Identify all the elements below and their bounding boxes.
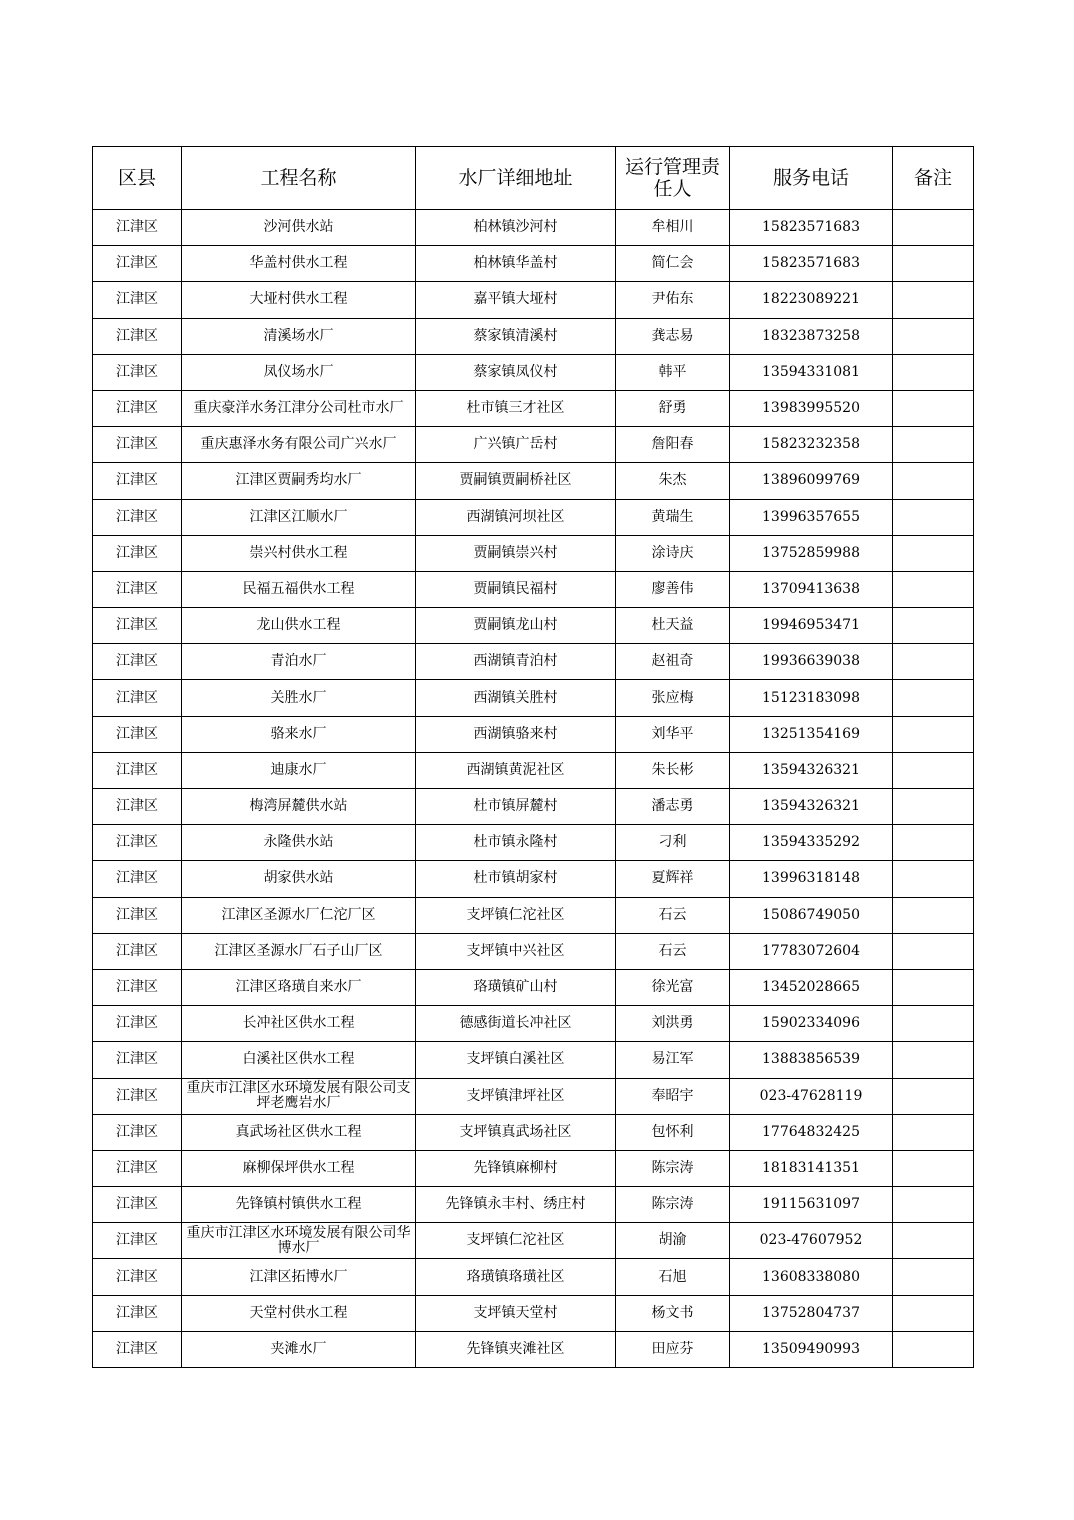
table-row — [93, 897, 974, 933]
cell-responsible-person: 舒勇 — [616, 390, 730, 426]
table-row — [93, 390, 974, 426]
cell-district: 江津区 — [93, 1150, 182, 1186]
cell-service-phone: 13752859988 — [730, 535, 893, 571]
cell-district: 江津区 — [93, 1006, 182, 1042]
table-row — [93, 499, 974, 535]
cell-district: 江津区 — [93, 390, 182, 426]
cell-plant-address: 先锋镇麻柳村 — [416, 1150, 616, 1186]
cell-plant-address: 西湖镇黄泥社区 — [416, 752, 616, 788]
cell-service-phone: 023-47628119 — [730, 1078, 893, 1114]
cell-remarks — [893, 246, 974, 282]
cell-plant-address: 支坪镇仁沱社区 — [416, 1223, 616, 1259]
cell-service-phone: 15823571683 — [730, 246, 893, 282]
header-service-phone: 服务电话 — [730, 147, 893, 210]
cell-responsible-person: 刁利 — [616, 825, 730, 861]
cell-plant-address: 先锋镇永丰村、绣庄村 — [416, 1187, 616, 1223]
cell-plant-address: 杜市镇胡家村 — [416, 861, 616, 897]
cell-district: 江津区 — [93, 463, 182, 499]
table-row — [93, 535, 974, 571]
table-row — [93, 1042, 974, 1078]
cell-plant-address: 柏林镇沙河村 — [416, 210, 616, 246]
cell-district: 江津区 — [93, 282, 182, 318]
cell-project-name: 骆来水厂 — [182, 716, 416, 752]
cell-responsible-person: 牟相川 — [616, 210, 730, 246]
cell-responsible-person: 石云 — [616, 897, 730, 933]
cell-project-name: 迪康水厂 — [182, 752, 416, 788]
cell-service-phone: 13594326321 — [730, 789, 893, 825]
cell-project-name: 江津区江顺水厂 — [182, 499, 416, 535]
table-row — [93, 210, 974, 246]
cell-project-name: 重庆惠泽水务有限公司广兴水厂 — [182, 427, 416, 463]
cell-project-name: 江津区圣源水厂仁沱厂区 — [182, 897, 416, 933]
cell-responsible-person: 刘洪勇 — [616, 1006, 730, 1042]
cell-project-name: 崇兴村供水工程 — [182, 535, 416, 571]
cell-remarks — [893, 1259, 974, 1295]
cell-project-name: 民福五福供水工程 — [182, 571, 416, 607]
cell-district: 江津区 — [93, 1331, 182, 1367]
cell-district: 江津区 — [93, 1042, 182, 1078]
cell-project-name: 真武场社区供水工程 — [182, 1114, 416, 1150]
cell-district: 江津区 — [93, 535, 182, 571]
cell-district: 江津区 — [93, 1187, 182, 1223]
cell-responsible-person: 奉昭宇 — [616, 1078, 730, 1114]
header-plant-address: 水厂详细地址 — [416, 147, 616, 210]
cell-project-name: 夹滩水厂 — [182, 1331, 416, 1367]
cell-responsible-person: 易江军 — [616, 1042, 730, 1078]
table-row — [93, 716, 974, 752]
cell-service-phone: 15823571683 — [730, 210, 893, 246]
cell-district: 江津区 — [93, 825, 182, 861]
cell-responsible-person: 黄瑞生 — [616, 499, 730, 535]
header-remarks: 备注 — [893, 147, 974, 210]
cell-responsible-person: 杨文书 — [616, 1295, 730, 1331]
cell-service-phone: 13983995520 — [730, 390, 893, 426]
cell-service-phone: 18323873258 — [730, 318, 893, 354]
cell-remarks — [893, 318, 974, 354]
cell-responsible-person: 徐光富 — [616, 969, 730, 1005]
cell-plant-address: 贾嗣镇崇兴村 — [416, 535, 616, 571]
cell-service-phone: 17764832425 — [730, 1114, 893, 1150]
cell-responsible-person: 杜天益 — [616, 608, 730, 644]
cell-district: 江津区 — [93, 861, 182, 897]
cell-remarks — [893, 282, 974, 318]
header-responsible-person: 运行管理责任人 — [616, 147, 730, 210]
cell-plant-address: 柏林镇华盖村 — [416, 246, 616, 282]
table-row — [93, 752, 974, 788]
cell-project-name: 江津区贾嗣秀均水厂 — [182, 463, 416, 499]
cell-remarks — [893, 644, 974, 680]
cell-responsible-person: 夏辉祥 — [616, 861, 730, 897]
table-row — [93, 1114, 974, 1150]
cell-responsible-person: 刘华平 — [616, 716, 730, 752]
cell-project-name: 龙山供水工程 — [182, 608, 416, 644]
cell-district: 江津区 — [93, 499, 182, 535]
cell-service-phone: 15086749050 — [730, 897, 893, 933]
cell-remarks — [893, 608, 974, 644]
cell-responsible-person: 廖善伟 — [616, 571, 730, 607]
cell-plant-address: 西湖镇河坝社区 — [416, 499, 616, 535]
cell-service-phone: 15123183098 — [730, 680, 893, 716]
cell-service-phone: 19115631097 — [730, 1187, 893, 1223]
cell-service-phone: 15823232358 — [730, 427, 893, 463]
cell-responsible-person: 涂诗庆 — [616, 535, 730, 571]
cell-project-name: 江津区圣源水厂石子山厂区 — [182, 933, 416, 969]
table-row — [93, 1295, 974, 1331]
cell-service-phone: 13752804737 — [730, 1295, 893, 1331]
table-row — [93, 1078, 974, 1114]
cell-remarks — [893, 825, 974, 861]
header-district: 区县 — [93, 147, 182, 210]
cell-district: 江津区 — [93, 680, 182, 716]
cell-service-phone: 13709413638 — [730, 571, 893, 607]
cell-district: 江津区 — [93, 644, 182, 680]
cell-responsible-person: 张应梅 — [616, 680, 730, 716]
cell-remarks — [893, 680, 974, 716]
cell-district: 江津区 — [93, 571, 182, 607]
cell-project-name: 先锋镇村镇供水工程 — [182, 1187, 416, 1223]
cell-plant-address: 杜市镇屏麓村 — [416, 789, 616, 825]
cell-service-phone: 19936639038 — [730, 644, 893, 680]
cell-project-name: 大垭村供水工程 — [182, 282, 416, 318]
cell-responsible-person: 包怀利 — [616, 1114, 730, 1150]
table-row — [93, 861, 974, 897]
cell-project-name: 天堂村供水工程 — [182, 1295, 416, 1331]
cell-remarks — [893, 1114, 974, 1150]
cell-remarks — [893, 1078, 974, 1114]
cell-service-phone: 13896099769 — [730, 463, 893, 499]
cell-district: 江津区 — [93, 716, 182, 752]
cell-district: 江津区 — [93, 933, 182, 969]
table-row — [93, 1150, 974, 1186]
cell-remarks — [893, 752, 974, 788]
cell-service-phone: 13883856539 — [730, 1042, 893, 1078]
cell-responsible-person: 龚志易 — [616, 318, 730, 354]
table-row — [93, 1006, 974, 1042]
cell-service-phone: 13509490993 — [730, 1331, 893, 1367]
cell-project-name: 江津区拓博水厂 — [182, 1259, 416, 1295]
cell-district: 江津区 — [93, 789, 182, 825]
cell-district: 江津区 — [93, 1114, 182, 1150]
cell-remarks — [893, 1042, 974, 1078]
table-row — [93, 354, 974, 390]
cell-project-name: 白溪社区供水工程 — [182, 1042, 416, 1078]
cell-plant-address: 杜市镇三才社区 — [416, 390, 616, 426]
cell-service-phone: 15902334096 — [730, 1006, 893, 1042]
cell-service-phone: 18223089221 — [730, 282, 893, 318]
cell-project-name: 清溪场水厂 — [182, 318, 416, 354]
cell-service-phone: 13594326321 — [730, 752, 893, 788]
cell-project-name: 凤仪场水厂 — [182, 354, 416, 390]
cell-plant-address: 贾嗣镇贾嗣桥社区 — [416, 463, 616, 499]
cell-responsible-person: 陈宗涛 — [616, 1187, 730, 1223]
cell-plant-address: 支坪镇白溪社区 — [416, 1042, 616, 1078]
table-row — [93, 789, 974, 825]
cell-responsible-person: 石旭 — [616, 1259, 730, 1295]
header-project-name: 工程名称 — [182, 147, 416, 210]
table-row — [93, 571, 974, 607]
cell-project-name: 重庆市江津区水环境发展有限公司支坪老鹰岩水厂 — [182, 1078, 416, 1114]
table-row — [93, 825, 974, 861]
cell-responsible-person: 陈宗涛 — [616, 1150, 730, 1186]
water-supply-table — [92, 146, 974, 1368]
cell-remarks — [893, 1295, 974, 1331]
cell-service-phone: 17783072604 — [730, 933, 893, 969]
cell-project-name: 永隆供水站 — [182, 825, 416, 861]
cell-project-name: 胡家供水站 — [182, 861, 416, 897]
cell-responsible-person: 朱杰 — [616, 463, 730, 499]
cell-remarks — [893, 1223, 974, 1259]
cell-service-phone: 13608338080 — [730, 1259, 893, 1295]
cell-project-name: 重庆豪洋水务江津分公司杜市水厂 — [182, 390, 416, 426]
cell-remarks — [893, 535, 974, 571]
cell-remarks — [893, 1006, 974, 1042]
cell-plant-address: 贾嗣镇民福村 — [416, 571, 616, 607]
cell-responsible-person: 朱长彬 — [616, 752, 730, 788]
cell-project-name: 关胜水厂 — [182, 680, 416, 716]
cell-service-phone: 13251354169 — [730, 716, 893, 752]
cell-remarks — [893, 861, 974, 897]
cell-district: 江津区 — [93, 210, 182, 246]
cell-district: 江津区 — [93, 1223, 182, 1259]
cell-plant-address: 支坪镇仁沱社区 — [416, 897, 616, 933]
cell-remarks — [893, 390, 974, 426]
cell-plant-address: 西湖镇青泊村 — [416, 644, 616, 680]
cell-remarks — [893, 354, 974, 390]
cell-remarks — [893, 716, 974, 752]
cell-plant-address: 支坪镇真武场社区 — [416, 1114, 616, 1150]
cell-project-name: 梅湾屏麓供水站 — [182, 789, 416, 825]
cell-plant-address: 珞璜镇矿山村 — [416, 969, 616, 1005]
cell-district: 江津区 — [93, 246, 182, 282]
cell-remarks — [893, 969, 974, 1005]
cell-remarks — [893, 789, 974, 825]
cell-plant-address: 德感街道长冲社区 — [416, 1006, 616, 1042]
cell-remarks — [893, 463, 974, 499]
cell-responsible-person: 简仁会 — [616, 246, 730, 282]
cell-remarks — [893, 1187, 974, 1223]
cell-plant-address: 贾嗣镇龙山村 — [416, 608, 616, 644]
cell-remarks — [893, 427, 974, 463]
cell-service-phone: 13996318148 — [730, 861, 893, 897]
table-row — [93, 282, 974, 318]
header-row — [93, 147, 974, 210]
cell-district: 江津区 — [93, 608, 182, 644]
cell-remarks — [893, 1331, 974, 1367]
cell-responsible-person: 詹阳春 — [616, 427, 730, 463]
table-row — [93, 1259, 974, 1295]
cell-project-name: 青泊水厂 — [182, 644, 416, 680]
cell-plant-address: 珞璜镇珞璜社区 — [416, 1259, 616, 1295]
cell-responsible-person: 石云 — [616, 933, 730, 969]
cell-plant-address: 支坪镇天堂村 — [416, 1295, 616, 1331]
cell-plant-address: 支坪镇津坪社区 — [416, 1078, 616, 1114]
cell-plant-address: 嘉平镇大垭村 — [416, 282, 616, 318]
table-row — [93, 1223, 974, 1259]
cell-plant-address: 支坪镇中兴社区 — [416, 933, 616, 969]
cell-district: 江津区 — [93, 1295, 182, 1331]
cell-plant-address: 广兴镇广岳村 — [416, 427, 616, 463]
cell-district: 江津区 — [93, 752, 182, 788]
cell-district: 江津区 — [93, 1078, 182, 1114]
table-row — [93, 680, 974, 716]
cell-service-phone: 13996357655 — [730, 499, 893, 535]
cell-service-phone: 19946953471 — [730, 608, 893, 644]
cell-remarks — [893, 499, 974, 535]
cell-service-phone: 13594335292 — [730, 825, 893, 861]
cell-project-name: 华盖村供水工程 — [182, 246, 416, 282]
cell-district: 江津区 — [93, 897, 182, 933]
cell-district: 江津区 — [93, 969, 182, 1005]
cell-service-phone: 18183141351 — [730, 1150, 893, 1186]
cell-service-phone: 13594331081 — [730, 354, 893, 390]
table-row — [93, 463, 974, 499]
cell-project-name: 麻柳保坪供水工程 — [182, 1150, 416, 1186]
table-row — [93, 608, 974, 644]
cell-district: 江津区 — [93, 318, 182, 354]
table-row — [93, 1331, 974, 1367]
cell-responsible-person: 胡渝 — [616, 1223, 730, 1259]
cell-plant-address: 蔡家镇凤仪村 — [416, 354, 616, 390]
cell-project-name: 重庆市江津区水环境发展有限公司华博水厂 — [182, 1223, 416, 1259]
cell-remarks — [893, 897, 974, 933]
table-row — [93, 1187, 974, 1223]
table-row — [93, 644, 974, 680]
table-header — [93, 147, 974, 210]
table-row — [93, 933, 974, 969]
cell-responsible-person: 田应芬 — [616, 1331, 730, 1367]
table-row — [93, 427, 974, 463]
cell-remarks — [893, 210, 974, 246]
cell-plant-address: 蔡家镇清溪村 — [416, 318, 616, 354]
cell-plant-address: 先锋镇夹滩社区 — [416, 1331, 616, 1367]
cell-district: 江津区 — [93, 427, 182, 463]
table-row — [93, 318, 974, 354]
cell-district: 江津区 — [93, 1259, 182, 1295]
cell-project-name: 长冲社区供水工程 — [182, 1006, 416, 1042]
cell-responsible-person: 尹佑东 — [616, 282, 730, 318]
cell-remarks — [893, 571, 974, 607]
table-row — [93, 246, 974, 282]
cell-project-name: 江津区珞璜自来水厂 — [182, 969, 416, 1005]
cell-district: 江津区 — [93, 354, 182, 390]
table-body — [93, 210, 974, 1368]
cell-project-name: 沙河供水站 — [182, 210, 416, 246]
cell-responsible-person: 韩平 — [616, 354, 730, 390]
cell-remarks — [893, 933, 974, 969]
cell-plant-address: 西湖镇骆来村 — [416, 716, 616, 752]
cell-responsible-person: 赵祖奇 — [616, 644, 730, 680]
cell-service-phone: 13452028665 — [730, 969, 893, 1005]
table-row — [93, 969, 974, 1005]
cell-remarks — [893, 1150, 974, 1186]
cell-service-phone: 023-47607952 — [730, 1223, 893, 1259]
cell-plant-address: 杜市镇永隆村 — [416, 825, 616, 861]
cell-responsible-person: 潘志勇 — [616, 789, 730, 825]
cell-plant-address: 西湖镇关胜村 — [416, 680, 616, 716]
